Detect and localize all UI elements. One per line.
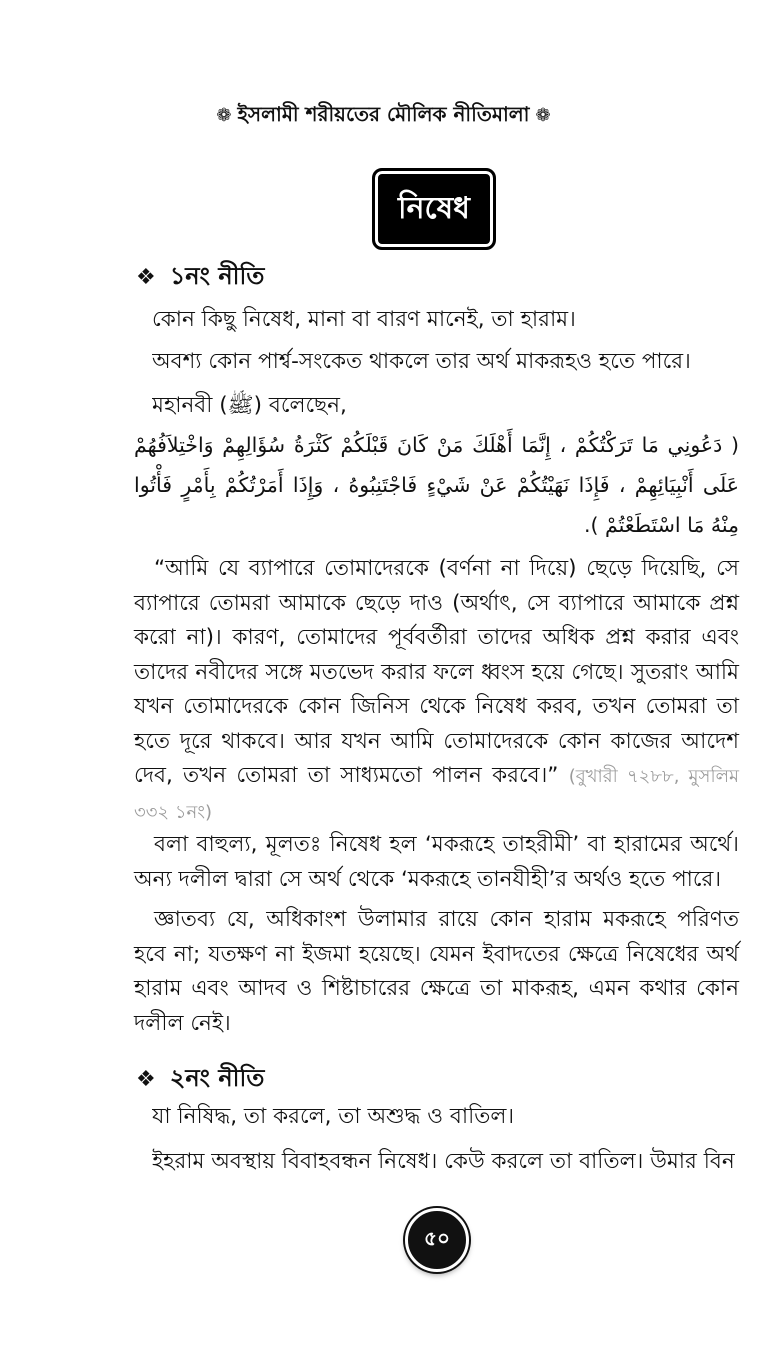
page-number-badge — [405, 1208, 469, 1272]
translation-text: “আমি যে ব্যাপারে তোমাদেরকে (বর্ণনা না দিয়ে) ছেড়ে দিয়েছি, সে ব্যাপারে তোমরা আমাকে ছেড়ে দাও (অর্থাৎ, সে ব্যাপারে আমাকে প্রশ্ন করো না)। কারণ, তোমাদের পূর্ববর্তীরা তাদের অধিক প্রশ্ন করার এবং তাদের নবীদের সঙ্গে মতভেদ করার ফলে ধ্বংস হয়ে গেছে। সুতরাং আমি যখন তোমাদেরকে কোন জিনিস থেকে নিষেধ করব, তখন তোমরা তা হতে দূরে থাকবে। আর যখন আমি তোমাদেরকে কোন কাজের আদেশ দেব, তখন তোমরা তা সাধ্যমতো পালন করবে।” — [134, 556, 739, 788]
text-line: কোন কিছু নিষেধ, মানা বা বারণ মানেই, তা হারাম। — [152, 307, 576, 332]
page-number: ৫০ — [424, 1225, 450, 1250]
flower-ornament-icon: ❁ — [216, 105, 232, 126]
flower-ornament-icon: ❁ — [535, 105, 551, 126]
section-heading-text: ১নং নীতি — [169, 262, 265, 290]
running-head — [0, 100, 767, 133]
running-head-title: ইসলামী শরীয়তের মৌলিক নীতিমালা — [237, 102, 530, 126]
section-heading-2 — [136, 1060, 264, 1100]
text-line: অবশ্য কোন পার্শ্ব-সংকেত থাকলে তার অর্থ মাকরূহও হতে পারে। — [152, 349, 691, 374]
section-heading-1 — [136, 258, 264, 298]
arabic-hadith-text: ( دَعُونِي مَا تَرَكْتُكُمْ ، إِنَّمَا أَهْلَكَ مَنْ كَانَ قَبْلَكُمْ كَثْرَةُ سُؤَالِهِمْ وَاخْتِلاَفُهُمْ عَلَى أَنْبِيَائِهِمْ ، فَإِذَا نَهَيْتُكُمْ عَنْ شَيْءٍ فَاجْتَنِبُوهُ ، وَإِذَا أَمَرْتُكُمْ بِأَمْرٍ فَأْتُوا مِنْهُ مَا اسْتَطَعْتُمْ ). — [134, 433, 739, 537]
hadith-translation — [134, 552, 739, 830]
text-line: যা নিষিদ্ধ, তা করলে, তা অশুদ্ধ ও বাতিল। — [152, 1104, 515, 1129]
diamond-bullet-icon: ❖ — [136, 265, 156, 290]
diamond-bullet-icon: ❖ — [136, 1067, 156, 1092]
section-heading-text: ২নং নীতি — [169, 1064, 265, 1092]
hadith-reference: (বুখারী ৭২৮৮, মুসলিম ৩৩২ ১নং) — [134, 766, 739, 823]
chapter-title-box — [372, 168, 496, 250]
paragraph: জ্ঞাতব্য যে, অধিকাংশ উলামার রায়ে কোন হারাম মকরূহে পরিণত হবে না; যতক্ষণ না ইজমা হয়েছে। যেমন ইবাদতের ক্ষেত্রে নিষেধের অর্থ হারাম এবং আদব ও শিষ্টাচারের ক্ষেত্রে তা মাকরূহ, এমন কথার কোন দলীল নেই। — [134, 907, 739, 1036]
paragraph: বলা বাহুল্য, মূলতঃ নিষেধ হল ‘মকরূহে তাহরীমী’ বা হারামের অর্থে। অন্য দলীল দ্বারা সে অর্থ থেকে ‘মকরূহে তানযীহী’র অর্থও হতে পারে। — [134, 832, 739, 892]
text-line: ইহরাম অবস্থায় বিবাহবন্ধন নিষেধ। কেউ করলে তা বাতিল। উমার বিন — [152, 1149, 735, 1174]
text-line: মহানবী (ﷺ) বলেছেন, — [152, 393, 347, 418]
chapter-title: নিষেধ — [398, 190, 470, 226]
